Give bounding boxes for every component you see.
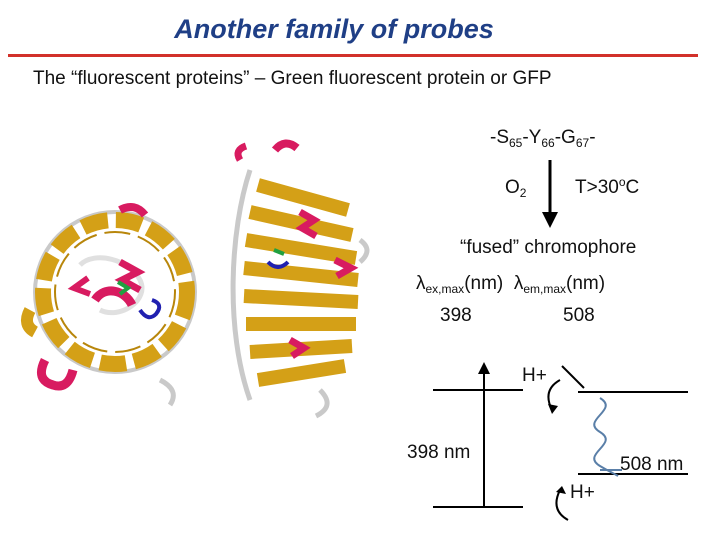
reaction-arrow [542,160,558,228]
degree-symbol: o [618,175,626,189]
lambda-ex-symbol: λ [416,273,426,294]
residue-s: -S [490,127,509,148]
oxygen-reagent [505,177,527,200]
emission-wave [594,398,618,476]
lambda-ex-subscript: ex,max [425,282,465,296]
proton-transfer-arrow-bottom [556,490,568,520]
excitation-max-value: 398 [440,305,472,326]
lambda-em-unit: (nm) [566,273,606,294]
residue-s-number: 65 [509,136,523,150]
proton-label-top: H+ [522,365,547,386]
wavelength-header [416,273,606,296]
temperature-condition [575,175,640,198]
residue-g: -G [554,127,576,148]
slide-title: Another family of probes [174,14,494,44]
lambda-em-subscript: em,max [523,282,566,296]
gfp-barrel-top-view [27,207,195,405]
residue-y: -Y [522,127,542,148]
residue-y-number: 66 [541,136,555,150]
chromophore-label: “fused” chromophore [460,237,637,258]
slide-subtitle: The “fluorescent proteins” – Green fluorescent protein or GFP [33,68,552,89]
emission-max-value: 508 [563,305,595,326]
tripeptide-sequence [490,127,596,150]
oxygen-subscript: 2 [519,186,527,200]
gfp-barrel-side-view [233,143,367,416]
proton-label-bottom: H+ [570,482,595,503]
temperature-value: T>30 [575,177,619,198]
residue-g-number: 67 [575,136,590,150]
temperature-unit: C [625,177,640,198]
excitation-wavelength-label: 398 nm [407,442,471,463]
lambda-ex-unit: (nm) [464,273,504,294]
jablonski-diagram [433,362,688,520]
oxygen-symbol: O [505,177,520,198]
emission-wavelength-label: 508 nm [620,454,684,475]
lambda-em-symbol: λ [513,273,524,294]
residue-tail: - [589,127,596,148]
